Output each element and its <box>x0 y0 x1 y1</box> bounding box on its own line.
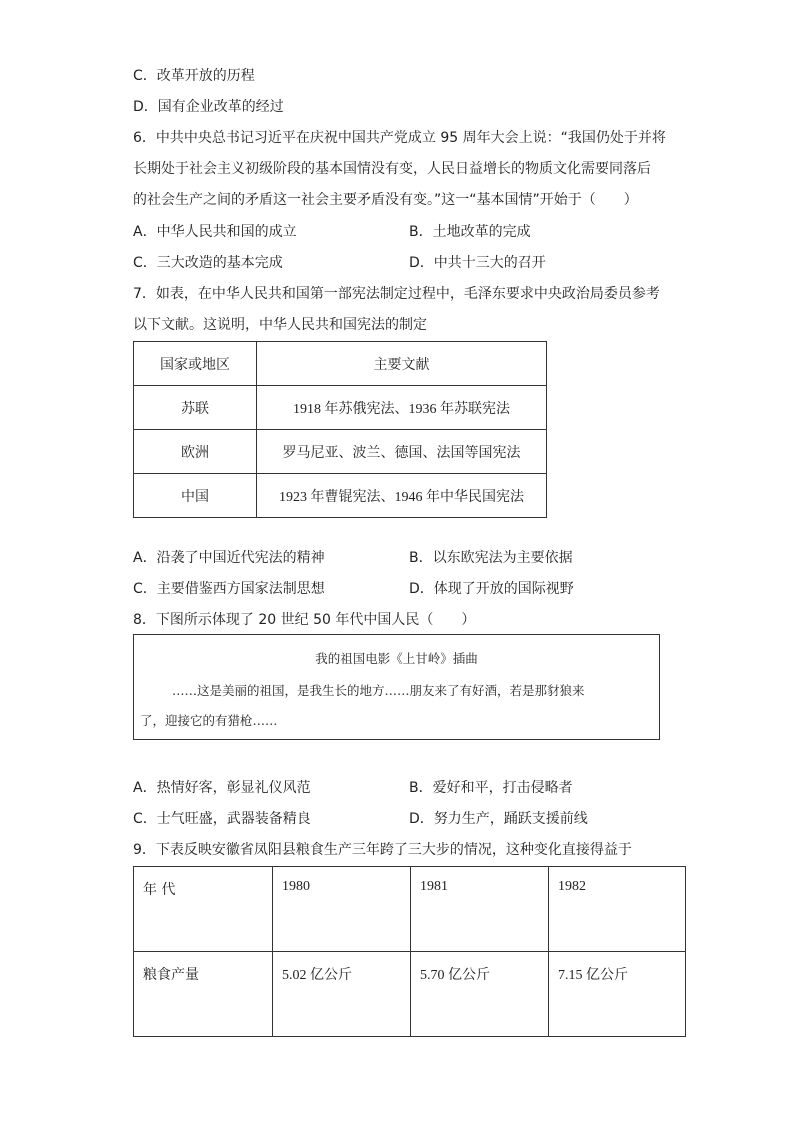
q7-option-c: C．主要借鉴西方国家法制思想 <box>133 581 325 597</box>
table-row <box>134 952 686 1037</box>
table-header-cell: 主要文献 <box>257 342 547 386</box>
q6-stem-line2: 长期处于社会主义初级阶段的基本国情没有变，人民日益增长的物质文化需要同落后 <box>133 161 651 177</box>
table-row <box>134 474 547 518</box>
table-header-row <box>134 342 547 386</box>
q7-option-a: A．沿袭了中国近代宪法的精神 <box>133 550 325 566</box>
table-cell: 苏联 <box>134 386 257 430</box>
lyrics-line2: 了，迎接它的有猎枪…… <box>140 713 278 728</box>
q8-option-d: D．努力生产，踊跃支援前线 <box>409 811 588 827</box>
q7-stem-line1: 7．如表，在中华人民共和国第一部宪法制定过程中，毛泽东要求中央政治局委员参考 <box>133 286 660 302</box>
q7-option-d: D．体现了开放的国际视野 <box>409 581 574 597</box>
table-header-cell: 国家或地区 <box>134 342 257 386</box>
lyrics-line1: ……这是美丽的祖国，是我生长的地方……朋友来了有好酒，若是那豺狼来 <box>172 683 585 698</box>
q8-stem: 8．下图所示体现了 20 世纪 50 年代中国人民（ ） <box>133 612 476 628</box>
q5-option-c: C．改革开放的历程 <box>133 68 255 84</box>
q8-option-b: B．爱好和平，打击侵略者 <box>409 780 573 796</box>
table-row <box>134 430 547 474</box>
q8-option-c: C．士气旺盛，武器装备精良 <box>133 811 311 827</box>
q9-stem: 9．下表反映安徽省凤阳县粮食生产三年跨了三大步的情况，这种变化直接得益于 <box>133 842 632 858</box>
table-row <box>134 386 547 430</box>
table-cell: 罗马尼亚、波兰、德国、法国等国宪法 <box>257 430 547 474</box>
q7-option-b: B．以东欧宪法为主要依据 <box>409 550 573 566</box>
q5-option-d: D．国有企业改革的经过 <box>133 99 284 115</box>
lyrics-box <box>133 634 660 740</box>
q6-stem-line3: 的社会生产之间的矛盾这一社会主要矛盾没有变。”这一“基本国情”开始于（ ） <box>133 192 638 208</box>
table-header-cell: 年 代 <box>134 867 273 952</box>
table-cell: 5.02 亿公斤 <box>273 952 411 1037</box>
q6-option-b: B．土地改革的完成 <box>409 224 531 240</box>
q7-table <box>133 341 547 518</box>
q6-stem-line1: 6．中共中央总书记习近平在庆祝中国共产党成立 95 周年大会上说：“我国仍处于并将 <box>133 130 666 146</box>
table-cell: 1918 年苏俄宪法、1936 年苏联宪法 <box>257 386 547 430</box>
table-row <box>134 867 686 952</box>
q6-option-a: A．中华人民共和国的成立 <box>133 224 297 240</box>
q7-stem-line2: 以下文献。这说明，中华人民共和国宪法的制定 <box>133 317 427 333</box>
q6-option-c: C．三大改造的基本完成 <box>133 255 283 271</box>
table-cell: 5.70 亿公斤 <box>411 952 549 1037</box>
table-cell: 欧洲 <box>134 430 257 474</box>
table-header-cell: 粮食产量 <box>134 952 273 1037</box>
table-cell: 7.15 亿公斤 <box>549 952 686 1037</box>
table-cell: 1982 <box>549 867 686 952</box>
table-cell: 中国 <box>134 474 257 518</box>
table-cell: 1981 <box>411 867 549 952</box>
q8-option-a: A．热情好客，彰显礼仪风范 <box>133 780 311 796</box>
table-cell: 1923 年曹锟宪法、1946 年中华民国宪法 <box>257 474 547 518</box>
q6-option-d: D．中共十三大的召开 <box>409 255 546 271</box>
table-cell: 1980 <box>273 867 411 952</box>
q9-table <box>133 866 686 1037</box>
lyrics-title: 我的祖国电影《上甘岭》插曲 <box>315 651 478 666</box>
